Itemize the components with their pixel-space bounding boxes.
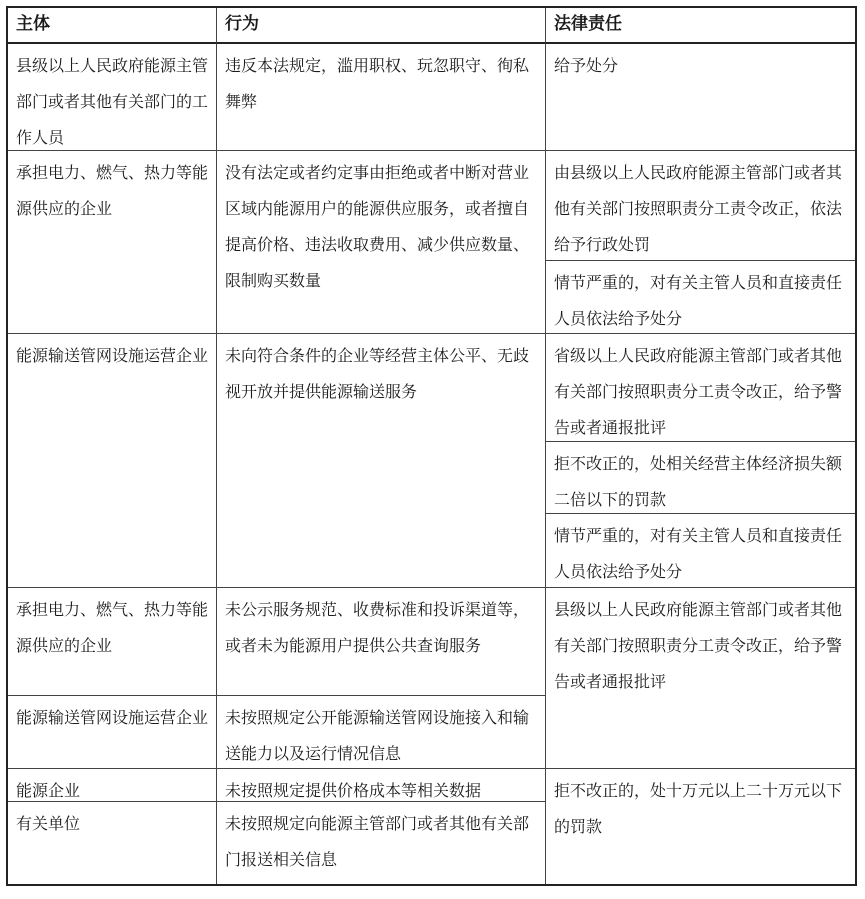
row7-action: 未按照规定向能源主管部门或者其他有关部门报送相关信息 [217, 802, 546, 884]
row3-liability-1: 省级以上人民政府能源主管部门或者其他有关部门按照职责分工责令改正，给予警告或者通报批评 [546, 334, 855, 442]
row1-liability: 给予处分 [546, 44, 855, 151]
row3-liability-3: 情节严重的，对有关主管人员和直接责任人员依法给予处分 [546, 514, 855, 588]
header-subject: 主体 [8, 8, 217, 44]
row2-liability-1: 由县级以上人民政府能源主管部门或者其他有关部门按照职责分工责令改正，依法给予行政处罚 [546, 151, 855, 261]
row4-action: 未公示服务规范、收费标准和投诉渠道等，或者未为能源用户提供公共查询服务 [217, 588, 546, 696]
row1-action: 违反本法规定，滥用职权、玩忽职守、徇私舞弊 [217, 44, 546, 151]
row2-subject: 承担电力、燃气、热力等能源供应的企业 [8, 151, 217, 334]
row4-subject: 承担电力、燃气、热力等能源供应的企业 [8, 588, 217, 696]
header-action: 行为 [217, 8, 546, 44]
header-liability: 法律责任 [546, 8, 855, 44]
row3-action: 未向符合条件的企业等经营主体公平、无歧视开放并提供能源输送服务 [217, 334, 546, 588]
row2-liability-2: 情节严重的，对有关主管人员和直接责任人员依法给予处分 [546, 261, 855, 334]
row3-liability-2: 拒不改正的，处相关经营主体经济损失额二倍以下的罚款 [546, 442, 855, 514]
shared-liability-fine: 拒不改正的，处十万元以上二十万元以下的罚款 [554, 781, 843, 836]
table-grid [8, 8, 855, 884]
row1-subject: 县级以上人民政府能源主管部门或者其他有关部门的工作人员 [8, 44, 217, 151]
liability-table [6, 6, 857, 886]
row6-subject: 能源企业 [8, 769, 217, 802]
row5-subject: 能源输送管网设施运营企业 [8, 696, 217, 769]
row7-subject: 有关单位 [8, 802, 217, 884]
shared-liability-correction: 县级以上人民政府能源主管部门或者其他有关部门按照职责分工责令改正，给予警告或者通报批评 [546, 588, 855, 769]
row2-action: 没有法定或者约定事由拒绝或者中断对营业区域内能源用户的能源供应服务，或者擅自提高价格、违法收取费用、减少供应数量、限制购买数量 [217, 151, 546, 334]
row3-subject: 能源输送管网设施运营企业 [8, 334, 217, 588]
row5-action: 未按照规定公开能源输送管网设施接入和输送能力以及运行情况信息 [217, 696, 546, 769]
row6-action: 未按照规定提供价格成本等相关数据 [217, 769, 546, 802]
